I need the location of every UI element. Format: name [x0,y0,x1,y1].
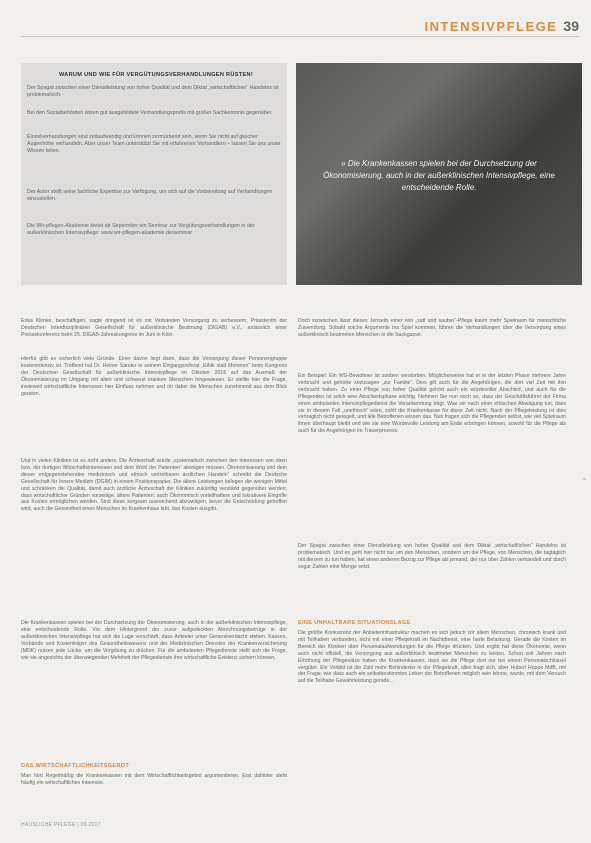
info-box-paragraph: Der Spagat zwischen einer Dienstleistung von hoher Qualität und dem Diktat „wirtschaftlichen“ Handelns ist problematisch. [27,85,279,98]
info-box-paragraph: Die Wir-pflegen-Akademie bietet ab September ein Seminar zur Vergütungsverhandlungen in der außerklinischen Intensivpflege: www.wir-pflegen-akademie.de/seminar [27,223,255,236]
section-title: INTENSIVPFLEGE [424,18,558,34]
body-paragraph: Und in vielen Kliniken ist es nicht anders. Die Ärzteschaft würde „systematisch zwischen den Interessen von oben bzw. der dortigen Wirtschaftsinteressen und dem Wohl der Patienten“ abwägen müssen. Ökonomisierung und dem dieser entgegenstehenden medizinisch und ethisch vertretbaren ärztlichen Handeln“ schreibt die Deutsche Gesellschaft für Innere Medizin (DGIM) in einem Positionspapier. Die ältere Leistungen belegen die wenigen Mittel und schränken die Qualität, damit auch ärztliche Ärzteschaft der Kliniken zukünftig verstärkt gegenüber werden, dass wirtschaftlicher Gründen vorzeitige, ältere Patienten; auch Ökonomisch vorteilhaftere und lukrativere Eingriffe aus Kosten ermöglichen werden. Sind diese sorgsam ausreichend abzuwägen, bevor die Entscheidung getroffen wird, auch die Gesundheit eines Menschen im Krankenhaus lebt, das Kosten ausgibt. [21,458,287,513]
footer-text: HÄUSLICHE PFLEGE | 09.2017 [21,822,101,828]
subheading: DAS WIRTSCHAFTLICHKEITSGEBOT [21,763,130,769]
info-box-paragraph: Bei den Sozialbehörden sitzen gut ausgebildete Verhandlungsprofis mit großer Sachkenntnis gegenüber. [27,110,273,116]
info-box-heading: WARUM UND WIE FÜR VERGÜTUNGSVERHANDLUNGEN RÜSTEN! [58,72,253,78]
body-paragraph: Der Spagat zwischen einer Dienstleistung von hoher Qualität und dem Diktat „wirtschaftlichen“ Handelns ist problematisch. Und es geht hier nicht nur um den Menschen, sondern um die Pflege, von Menschen, die tagtäglich mit diesem zu tun haben, hat einen anderen Bezug zur Pflege als jemand, der nur über Zahlen verhandelt und durch sogar Zahlen eine Menge setzt. [298,543,566,570]
body-paragraph: Doch inzwischen lässt dieses Jenseits einer rein „satt und sauber“-Pflege kaum mehr Spielraum für menschliche Zuwendung. Sobald solche Argumente ins Spiel kommen, führen die Verhandlungen über die Versorgung eines außerklinisch beatmeten Menschen in die Sackgasse. [298,318,566,338]
body-paragraph: Die größte Konkurrenz der Anbieterinfrastruktur machen es sich jedoch vor allem Menschen, chronisch krank und mit Teilhaben verbunden, nicht mit einer Pflegekraft im Nachtdienst, eine harte Belastung. Gerade die Kosten im Bereich der Kliniken über Personalaufwendungen für die Pflege drücken. Und ergibt hat diese Ökonomie, wenn auch nicht offiziell, die Versorgung aus außerklinisch beatmeter Menschen zu leisten. Schon seit Jahren nach Erhöhung der Pflegesätze haben die Krankenkassen, dass sie die Pflege dort nur bei einem Personalschlüssel vergütet. Ein Vorbild ist die Zahl mehr Behinderter in der Pflegekraft, alles fragt sich, aber Hubert Hüppe MdB, mit der Frage, wie dass auch ein selbstbestimmtes Leben der Betroffenen möglich sein könne, wurde, mit dem Versuch auf die Teilhabe Gewährleistung gerade... [298,630,566,685]
pull-quote: » Die Krankenkassen spielen bei der Durchsetzung der Ökonomisierung, auch in der außerklinischen Intensivpflege, eine entscheidende Rolle. [323,159,555,192]
right-column [298,318,566,818]
page-number: 39 [563,18,579,34]
info-box-paragraph: Einzelverhandlungen sind zeitaufwendig und können zermürbend sein, wenn Sie nicht auf gleicher Augenhöhe verhandeln. Aber unser Team unterstützt Sie mit erfahrenen Verhandlern – lassen Sie uns unser Wissen teilen. [27,134,281,154]
margin-mark [583,478,586,480]
body-paragraph: Man hört Regelmäßig die Krankenkassen mit dem Wirtschaftlichkeitsgebot argumentieren. Erst dahinter steht häufig ein wirtschaftliches Interesse. [21,773,287,786]
running-header [424,18,579,34]
body-paragraph: Hierfür gibt es sicherlich viele Gründe. Einer davon liegt darin, dass die Versorgung dieser Personengruppe kostenintensiv ist. Treffend hat Dr. Heiner Sander in seinem Eingangsreferat „Ethik statt Moneten“ beim Kongress der Deutschen Gesellschaft für außerklinische Intensivpflege im Oktober 2016 auf das Ausmaß der Ökonomisierung im Umgang mit alten und schwerst kranken Menschen hingewiesen. Er stellte hier die Frage, inwieweit wirtschaftliche Interessen hier Einfluss nehmen und ob dabei die Menschen zunehmend aus dem Blick geraten. [21,356,287,397]
info-box [21,63,287,285]
info-box-paragraph: Der Autor stellt seine fachliche Expertise zur Verfügung, um sich auf die Vorbereitung auf Verhandlungen einzustellen. [27,189,273,202]
header-rule [21,36,579,37]
subheading: EINE UNHALTBARE SITUATIONSLAGE [298,620,411,626]
body-paragraph: Ein Beispiel: Ein WG-Bewohner ist soeben verstorben. Möglicherweise hat er in der letzten Phase mehrere Jahre verbracht und gehörte sozusagen „zur Familie“. Dies gilt auch für die Angehörigen, die dort viel Zeit mit ihm verbracht haben. Zu einer Pflege von hoher Qualität gehört auch ein würdevoller Abschied, und auch für die Pflegenden ist solch eine Abschiedsphase wichtig. Nehmen Sie nun noch an, dass der Geschäftsführer der Firma einen ambulanten Intensivpflegedienst die Verantwortung trägt. Was sie nach einer ethischen Abwägung tun, dass sie in diesem Fall „unethisch“ wäre, zahlt die Krankenkasse für diese Zeit nicht. Nach der Pflegeleistung ist dies vertraglich nicht geregelt, und alle Betroffenen wissen das. Nun fragen sich die Pflegenden selbst, wie viel Spielraum ihnen überhaupt bleibt und wie sie eine Würdevolle Leistung am Ende erbringen können, sowohl für die Pflege als auch für die Angehörigen im Trauerprozess. [298,373,566,435]
quote-photo [296,63,582,285]
body-paragraph: Die Krankenkassen spielen bei der Durchsetzung der Ökonomisierung, auch in der außerklinischen Intensivpflege, eine entscheidende Rolle. Vor dem Hintergrund der zuvor aufgedeckten Abrechnungsbetrüge in der außerklinischen Intensivpflege hat sich die Lage verschärft, dass Anbieter unter Generalverdacht stehen. Kassen, Verbände und Kostenträger des Gesundheitswesens und der Medizinischen Dienstes der Krankenversicherung (MDK) nutzen jede Lücke, um die Vergütung zu drücken. Für die ambulanten Pflegedienste stellt sich die Frage, wie sie angesichts der überwiegenden Mehrheit der Pflegedienste ihre wirtschaftliche Existenz sichern können. [21,620,287,661]
body-paragraph: Erika Klimke, beschäftigen, sagte dringend ist es mit Verbänden Versorgung zu verbessern, Präsidentin der Deutschen Interdisziplinären Gesellschaft für außerklinische Beatmung (DIGAB) e.V., anlässlich einer Pressekonferenz beim 25. DIGAB-Jahreskongress im Juni in Köln. [21,318,287,338]
left-column [21,318,287,818]
